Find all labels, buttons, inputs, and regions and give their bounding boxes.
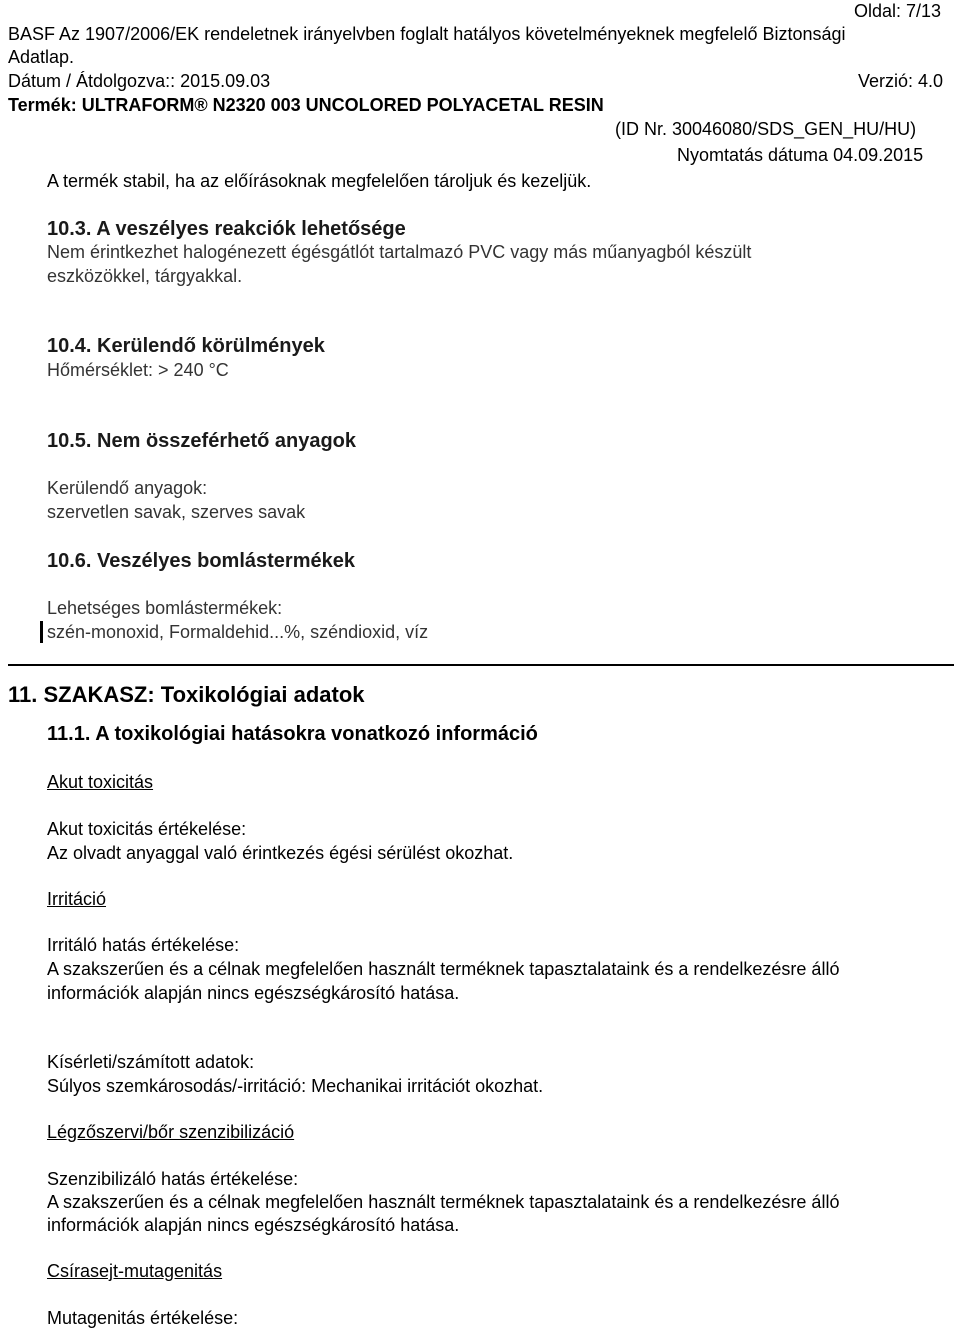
section-divider (8, 664, 954, 666)
section-10-6-text: szén-monoxid, Formaldehid...%, széndioxid, víz (47, 622, 429, 642)
section-10-6-label: Lehetséges bomlástermékek: (47, 598, 283, 618)
revision-change-bar (40, 621, 43, 643)
sensitization-heading: Légzőszervi/bőr szenzibilizáció (47, 1122, 295, 1142)
acute-toxicity-heading: Akut toxicitás (47, 772, 154, 792)
product-name: Termék: ULTRAFORM® N2320 003 UNCOLORED POLYACETAL RESIN (8, 95, 604, 115)
irritation-text-line1: A szakszerűen és a célnak megfelelően használt terméknek tapasztalataink és a rendelkezésre álló (47, 959, 840, 979)
section-10-4-title: 10.4. Kerülendő körülmények (47, 335, 325, 357)
section-10-3-line1: Nem érintkezhet halogénezett égésgátlót tartalmazó PVC vagy más műanyagból készült (47, 242, 752, 262)
section-10-5-label: Kerülendő anyagok: (47, 478, 208, 498)
section-11-1-title: 11.1. A toxikológiai hatásokra vonatkozó információ (47, 723, 538, 745)
section-10-5-text: szervetlen savak, szerves savak (47, 502, 306, 522)
section-10-6-title: 10.6. Veszélyes bomlástermékek (47, 550, 355, 572)
mutagenicity-label: Mutagenitás értékelése: (47, 1308, 239, 1328)
sensitization-text-line1: A szakszerűen és a célnak megfelelően használt terméknek tapasztalataink és a rendelkezésre álló (47, 1192, 840, 1212)
print-date: Nyomtatás dátuma 04.09.2015 (677, 145, 924, 165)
document-type: Adatlap. (8, 47, 75, 67)
version: Verzió: 4.0 (858, 71, 944, 91)
irritation-heading: Irritáció (47, 889, 107, 909)
sensitization-label: Szenzibilizáló hatás értékelése: (47, 1169, 299, 1189)
id-number: (ID Nr. 30046080/SDS_GEN_HU/HU) (615, 119, 917, 139)
acute-toxicity-text: Az olvadt anyaggal való érintkezés égési sérülést okozhat. (47, 843, 514, 863)
section-10-5-title: 10.5. Nem összeférhető anyagok (47, 430, 357, 452)
mutagenicity-heading: Csírasejt-mutagenitás (47, 1261, 223, 1281)
sensitization-text-line2: információk alapján nincs egészségkárosító hatása. (47, 1215, 460, 1235)
section-10-4-temperature: Hőmérséklet: > 240 °C (47, 360, 229, 380)
regulation-line: BASF Az 1907/2006/EK rendeletnek irányelvben foglalt hatályos követelményeknek megfelelő Biztonsági (8, 24, 846, 44)
irritation-label: Irritáló hatás értékelése: (47, 935, 240, 955)
revision-date: Dátum / Átdolgozva:: 2015.09.03 (8, 71, 271, 91)
experimental-data-label: Kísérleti/számított adatok: (47, 1052, 255, 1072)
section-10-3-title: 10.3. A veszélyes reakciók lehetősége (47, 218, 406, 240)
irritation-text-line2: információk alapján nincs egészségkárosító hatása. (47, 983, 460, 1003)
page-number: Oldal: 7/13 (854, 1, 942, 21)
section-11-title: 11. SZAKASZ: Toxikológiai adatok (8, 682, 365, 707)
stability-text: A termék stabil, ha az előírásoknak megfelelően tároljuk és kezeljük. (47, 171, 592, 191)
section-10-3-line2: eszközökkel, tárgyakkal. (47, 266, 243, 286)
acute-toxicity-label: Akut toxicitás értékelése: (47, 819, 247, 839)
experimental-data-text: Súlyos szemkárosodás/-irritáció: Mechanikai irritációt okozhat. (47, 1076, 544, 1096)
